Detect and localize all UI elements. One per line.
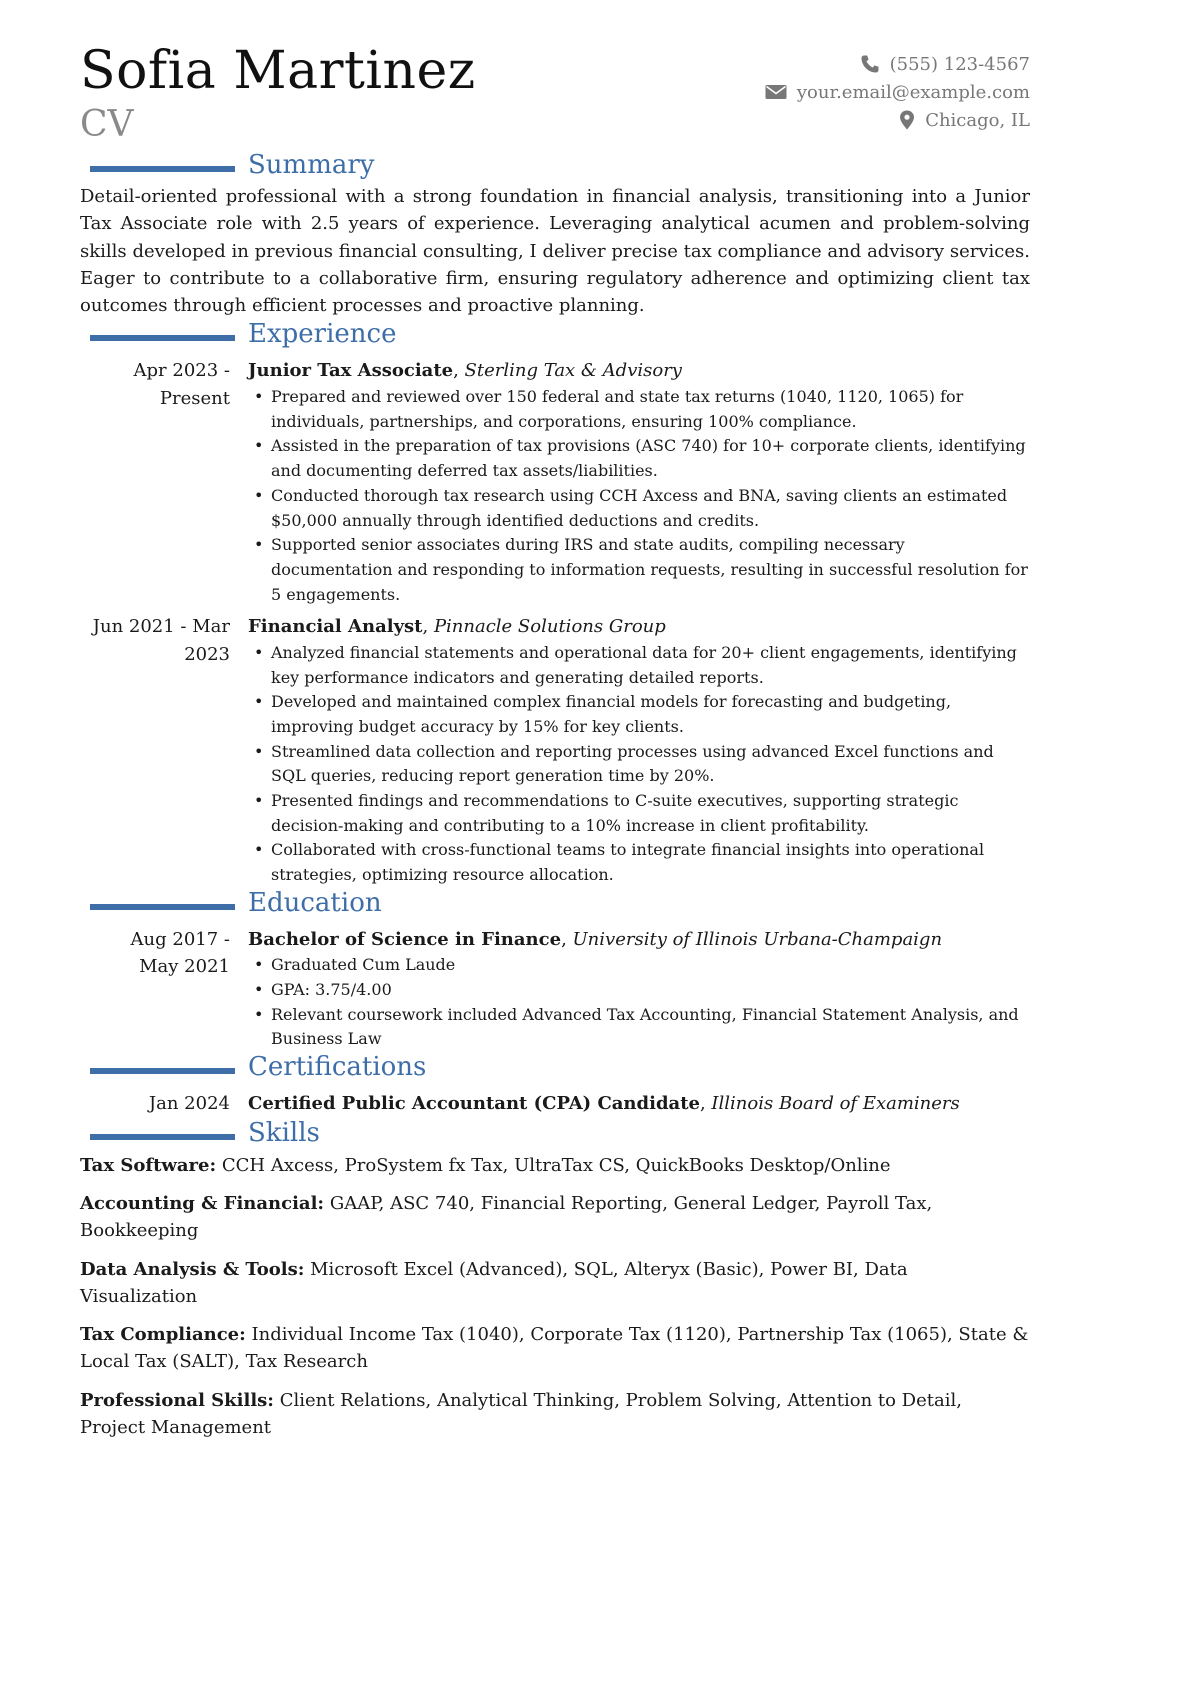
entry-date-end: May 2021 xyxy=(139,956,230,978)
bullet-list xyxy=(248,953,1030,1052)
skill-category: Data Analysis & Tools: xyxy=(80,1258,305,1280)
bullet-item: • Collaborated with cross-functional teams to integrate financial insights into operational strategies, optimizing resource allocation. xyxy=(248,838,1030,887)
bullet-item: • Conducted thorough tax research using CCH Axcess and BNA, saving clients an estimated $50,000 annually through identified deductions and credits. xyxy=(248,484,1030,533)
experience-entry xyxy=(80,357,1030,607)
bullet-item: • Developed and maintained complex financial models for forecasting and budgeting, improving budget accuracy by 15% for key clients. xyxy=(248,690,1030,739)
entry-date-start: Jun 2021 - Mar xyxy=(92,616,230,638)
institution-name: University of Illinois Urbana-Champaign xyxy=(572,928,943,950)
bullet-item: • Prepared and reviewed over 150 federal and state tax returns (1040, 1120, 1065) for individuals, partnerships, and corporations, ensuring 100% compliance. xyxy=(248,385,1030,434)
bullet-item: • Supported senior associates during IRS and state audits, compiling necessary documentation and responding to information requests, resulting in successful resolution for 5 engagements. xyxy=(248,533,1030,607)
phone-icon xyxy=(860,54,880,74)
section-summary-heading xyxy=(80,152,1030,182)
section-divider-bar xyxy=(90,1068,235,1074)
cv-header xyxy=(80,40,1030,150)
skill-values: Microsoft Excel (Advanced), SQL, Alteryx (Basic), Power BI, Data Visualization xyxy=(80,1258,908,1307)
section-certifications-heading xyxy=(80,1054,1030,1084)
location-text: Chicago, IL xyxy=(925,109,1030,131)
experience-entry xyxy=(80,613,1030,888)
section-title-education: Education xyxy=(248,887,382,918)
phone-number[interactable]: (555) 123-4567 xyxy=(889,53,1030,75)
certification-title: Certified Public Accountant (CPA) Candidate xyxy=(248,1093,700,1115)
job-title: Junior Tax Associate xyxy=(248,360,454,382)
bullet-item: • Graduated Cum Laude xyxy=(248,953,1030,978)
section-divider-bar xyxy=(90,904,235,910)
map-pin-icon xyxy=(899,110,915,130)
contact-location xyxy=(765,106,1030,134)
section-title-experience: Experience xyxy=(248,319,397,350)
section-title-summary: Summary xyxy=(248,150,375,180)
job-title: Financial Analyst xyxy=(248,616,423,638)
entry-heading: Financial Analyst, Pinnacle Solutions Group xyxy=(248,616,666,638)
section-divider-bar xyxy=(90,1134,235,1140)
bullet-item: • GPA: 3.75/4.00 xyxy=(248,978,1030,1003)
document-subtitle: CV xyxy=(80,104,134,145)
bullet-item: • Assisted in the preparation of tax provisions (ASC 740) for 10+ corporate clients, identifying and documenting deferred tax assets/liabilities. xyxy=(248,434,1030,483)
entry-heading: Certified Public Accountant (CPA) Candidate, Illinois Board of Examiners xyxy=(248,1093,960,1115)
contact-info xyxy=(765,50,1030,134)
bullet-item: • Analyzed financial statements and operational data for 20+ client engagements, identifying key performance indicators and generating detailed reports. xyxy=(248,641,1030,690)
entry-date xyxy=(80,926,230,981)
skill-values: Individual Income Tax (1040), Corporate Tax (1120), Partnership Tax (1065), State & Local Tax (SALT), Tax Research xyxy=(80,1324,1029,1373)
entry-date-start: Apr 2023 - xyxy=(133,360,230,382)
contact-email xyxy=(765,78,1030,106)
entry-date-start: Aug 2017 - xyxy=(130,928,230,950)
section-skills-heading xyxy=(80,1117,1030,1150)
person-name: Sofia Martinez xyxy=(80,41,476,101)
summary-paragraph: Detail-oriented professional with a strong foundation in financial analysis, transitioning into a Junior Tax Associate role with 2.5 years of experience. Leveraging analytical acumen and problem-solving skills developed in previous financial consulting, I deliver precise tax compliance and advisory services. Eager to contribute to a collaborative firm, ensuring regulatory adherence and optimizing client tax outcomes through efficient processes and proactive planning. xyxy=(80,186,1030,317)
skill-category: Professional Skills: xyxy=(80,1389,274,1411)
skill-row xyxy=(80,1190,1030,1245)
bullet-item: • Streamlined data collection and reporting processes using advanced Excel functions and SQL queries, reducing report generation time by 20%. xyxy=(248,740,1030,789)
organization-name: Pinnacle Solutions Group xyxy=(433,616,666,638)
email-address[interactable]: your.email@example.com xyxy=(796,81,1030,103)
entry-date: Jan 2024 xyxy=(148,1093,230,1115)
cv-page xyxy=(80,40,1030,1452)
section-title-skills: Skills xyxy=(248,1117,320,1148)
section-divider-bar xyxy=(90,335,235,341)
skill-category: Accounting & Financial: xyxy=(80,1192,325,1214)
section-title-certifications: Certifications xyxy=(248,1052,427,1083)
entry-heading: Bachelor of Science in Finance, University of Illinois Urbana-Champaign xyxy=(248,928,943,950)
bullet-item: • Relevant coursework included Advanced Tax Accounting, Financial Statement Analysis, and Business Law xyxy=(248,1003,1030,1052)
section-experience-heading xyxy=(80,321,1030,351)
issuer-name: Illinois Board of Examiners xyxy=(711,1093,960,1115)
skill-category: Tax Compliance: xyxy=(80,1324,246,1346)
skill-row xyxy=(80,1321,1030,1376)
section-divider-bar xyxy=(90,166,235,172)
contact-phone xyxy=(765,50,1030,78)
skill-values: CCH Axcess, ProSystem fx Tax, UltraTax CS, QuickBooks Desktop/Online xyxy=(221,1154,891,1176)
skill-values: GAAP, ASC 740, Financial Reporting, General Ledger, Payroll Tax, Bookkeeping xyxy=(80,1192,933,1242)
degree-title: Bachelor of Science in Finance xyxy=(248,928,562,950)
entry-date-end: 2023 xyxy=(184,643,230,665)
skills-list xyxy=(80,1152,1030,1442)
skill-values: Client Relations, Analytical Thinking, Problem Solving, Attention to Detail, Project Management xyxy=(80,1389,962,1439)
certification-entry xyxy=(80,1090,1030,1118)
entry-date xyxy=(80,613,230,668)
education-entry xyxy=(80,926,1030,1052)
entry-date-end: Present xyxy=(159,387,230,409)
section-education-heading xyxy=(80,887,1030,920)
entry-date xyxy=(80,357,230,412)
skill-category: Tax Software: xyxy=(80,1154,217,1176)
skill-row xyxy=(80,1256,1030,1311)
organization-name: Sterling Tax & Advisory xyxy=(464,360,682,382)
envelope-icon xyxy=(765,84,787,100)
bullet-list xyxy=(248,641,1030,888)
skill-row xyxy=(80,1387,1030,1442)
bullet-item: • Presented findings and recommendations to C-suite executives, supporting strategic decision-making and contributing to a 10% increase in client profitability. xyxy=(248,789,1030,838)
skill-row xyxy=(80,1152,1030,1179)
bullet-list xyxy=(248,385,1030,607)
entry-heading: Junior Tax Associate, Sterling Tax & Advisory xyxy=(248,360,682,382)
